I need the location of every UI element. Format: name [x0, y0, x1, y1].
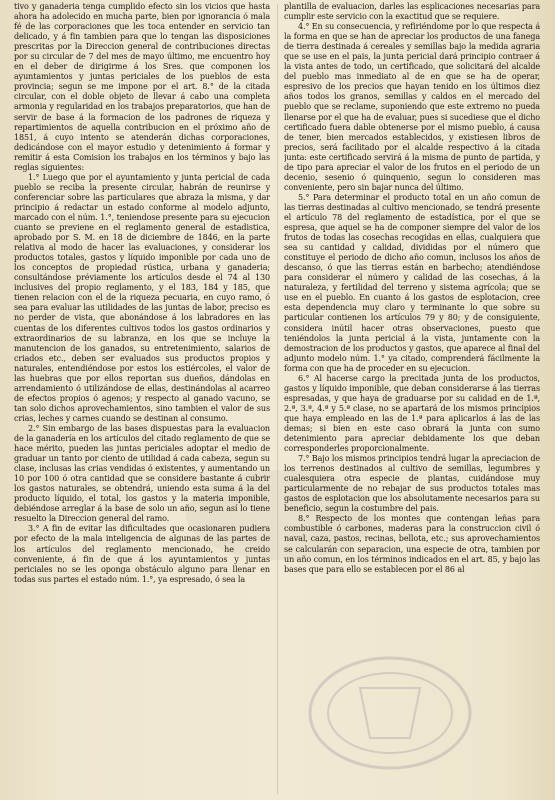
- right-column: [284, 2, 540, 796]
- paragraph-rule-1: 1.° Luego que por el ayuntamiento y junta pericial de cada pueblo se reciba la presente circular, habrán de reunirse y conferenciar sobre las particulares que abraza la misma, y dar principio á redactar un estado conforme al modelo adjunto, marcado con el núm. 1.°, teniendose presente para su ejecucion cuanto se previene en el reglamento general de estadistica, aprobado por S. M. en 18 de diciembre de 1846, en la parte relativa al modo de hacer las evaluaciones, y considerar los productos totales, gastos y líquido imponible por cada uno de los conceptos de propiedad rústica, urbana y ganaderia; consultándose préviamente los artículos desde el 74 al 130 inclusives del propio reglamento, y el 183, 184 y 185, que tienen relacion con el de la riqueza pecuaria, en cuyo ramo, ó sea para evaluar las utilidades de las juntas de labor, preciso es no perder de vista, que abonándose á los labradores en las cuentas de los diferentes cultivos todos los gastos ordinarios y extraordinarios de su labranza, en los que se incluye la manutencion de los ganados, su entretenimiento, salarios de criados etc., deben ser evaluados sus productos propios y naturales, entendiéndose por estos los estiércoles, el valor de las huebras que por ellos reportan sus dueños, dándolas en arrendamiento ó utilizándose de ellas, destinándolas al acarreo de efectos propios ó agenos; y respecto al ganado vacuno, se tan solo dichos aprovechamientos, sino tambien el valor de sus crias, leches y carnes cuando se destinan al consumo.: [14, 172, 270, 423]
- paragraph-rule-2: 2.° Sin embargo de las bases dispuestas para la evaluacion de la ganadería en los artículos del citado reglamento de que se hace mérito, pueden las juntas periciales adoptar el medio de graduar un tanto por ciento de utilidad á cada cabeza, segun su clase, inclusas las crias vendidas ó existentes, y aumentando un 10 por 100 ó otra cantidad que se considere bastante á cubrir los gastos naturales, se obtendrá, uniendo esta suma á la del producto líquido, el total, los gastos y la materia imponible, debiéndose arreglar á la base de solo un año, segun así lo tiene resuelto la Direccion general del ramo.: [14, 423, 270, 524]
- paragraph-rule-3: 3.° A fin de evitar las dificultades que ocasionaren pudiera por efecto de la mala inteligencia de algunas de las partes de los artículos del reglamento mencionado, he creido conveniente, á fin de que á los ayuntamientos y juntas periciales no se les oponga obstáculo alguno para llenar en todas sus partes el estado núm. 1.°, ya espresado, ó sea la: [14, 524, 270, 584]
- paragraph-rule-7: 7.° Bajo los mismos principios tendrá lugar la apreciacion de los terrenos destinados al cultivo de semillas, legumbres y cualesquiera otra especie de plantas, cuidándose muy particularmente de no rebajar de sus productos totales mas gastos de esplotacion que los absolutamente necesarios para su beneficio, segun la costumbre del pais.: [284, 454, 540, 514]
- paragraph-continued: tivo y ganaderia tenga cumplido efecto sin los vicios que hasta ahora ha adolecido en mucha parte, bien por ignorancia ó mala fé de las corporaciones que les toca entender en servicio tan delicado, y á fin tambien para que lo tengan las disposiciones prescritas por la Direccion general de contribuciones directas por su circular de 7 del mes de mayo último, me encuentro hoy en el deber de dirigirme á los Sres. que componen los ayuntamientos y juntas periciales de los pueblos de esta provincia; segun se me impone por el art. 8.° de la citada circular, con el doble objeto de llevar á cabo una completa armonia y regularidad en los trabajos preparatorios, que han de servir de base á la formacion de los padrones de riqueza y repartimientos de aquella contribucion en el próximo año de 1851, á cuyo intento se atenderán dichas corporaciones, dedicándose con el mayor estudio y detenimiento á formar y remitir á esta Comision los trabajos en los términos y bajo las reglas siguientes:: [14, 2, 270, 172]
- paragraph-rule-6: 6.° Al hacerse cargo la precitada junta de los productos, gastos y líquido imponible, que deban considerarse á las tierras espresadas, y que haya de graduarse por su calidad en de 1.ª, 2.ª, 3.ª, 4.ª y 5.ª clase, no se apartará de los mismos principios que haya empleado en las de 1.ª para aplicarlos á las de las demas; si bien en este caso obrará la junta con sumo detenimiento para apreciar debidamente los que deban corresponderles proporcionalmente.: [284, 373, 540, 454]
- paragraph-continued-right: plantilla de evaluacion, darles las esplicaciones necesarias para cumplir este servicio con la exactitud que se requiere.: [284, 2, 540, 22]
- left-column: [14, 2, 270, 796]
- paragraph-rule-8: 8.° Respecto de los montes que contengan leñas para combustible ó carbones, maderas para la construccion civil ó naval, caza, pastos, recinas, bellota, etc.; sus aprovechamientos se calcularán con separacion, una especie de otra, tambien por un año comun, en los términos indicados en el art. 85, y bajo las bases que para ello se establecen por el 86 al: [284, 514, 540, 574]
- paragraph-rule-4: 4.° En su consecuencia, y refiriéndome por lo que respecta á la forma en que se han de apreciar los productos de una fanega de tierra destinada á cereales y semillas bajo la medida agraria que se use en el pais, la junta pericial dará principio contraer á la vista antes de todo, un certificado, que solicitará del alcalde del pueblo mas inmediato al de en que se ha de operar, espresivo de los precios que hayan tenido en los últimos diez años todos los granos, semillas y caldos en el mercado del pueblo que se reclame, suponiendo que este extremo no pueda llenarse por el que ha de evaluar, pues si sucediese que el dicho certificado fuera dable obtenerse por el mismo pueblo, á causa de tener, bien mercados establecidos, y existiesen libros de precios, será facilitado por el alcalde respectivo á la citada junta: este certificado servirá á la misma de punto de partida, y de tipo para apreciar el valor de los frutos en el periodo de un decenio, sesenio ó quinquenio, segun lo consideren mas conveniente, pero sin bajar nunca del último.: [284, 22, 540, 192]
- paragraph-rule-5: 5.° Para determinar el producto total en un año comun de las tierras destinadas al cultivo mencionado, se tendrá presente el artículo 78 del reglamento de estadística, por el que se espresa, que aquel se ha de componer siempre del valor de los frutos de todas las cosechas recogidas en ellas, cualquiera que sea su cantidad y calidad, divididas por el número que constituye el periodo de dicho año comun, inclusos los años de descanso, ó que las tierras están en barbecho; atendiéndose para considerar el número y calidad de las cosechas, á la naturaleza, y fertilidad del terreno y sistema agrícola; que se use en el pueblo. En cuanto á los gastos de esplotacion, cree esta dependencia muy claro y terminante lo que sobre su particular contienen los artículos 79 y 80; y de consiguiente, considera inútil hacer otras observaciones, puesto que teniéndolos la junta pericial á la vista, juntamente con la demostracion de los productos y gastos, que aparece al final del adjunto modelo núm. 1.° ya citado, comprenderá fácilmente la forma con que ha de proceder en su ejecucion.: [284, 192, 540, 373]
- column-divider: [277, 4, 278, 794]
